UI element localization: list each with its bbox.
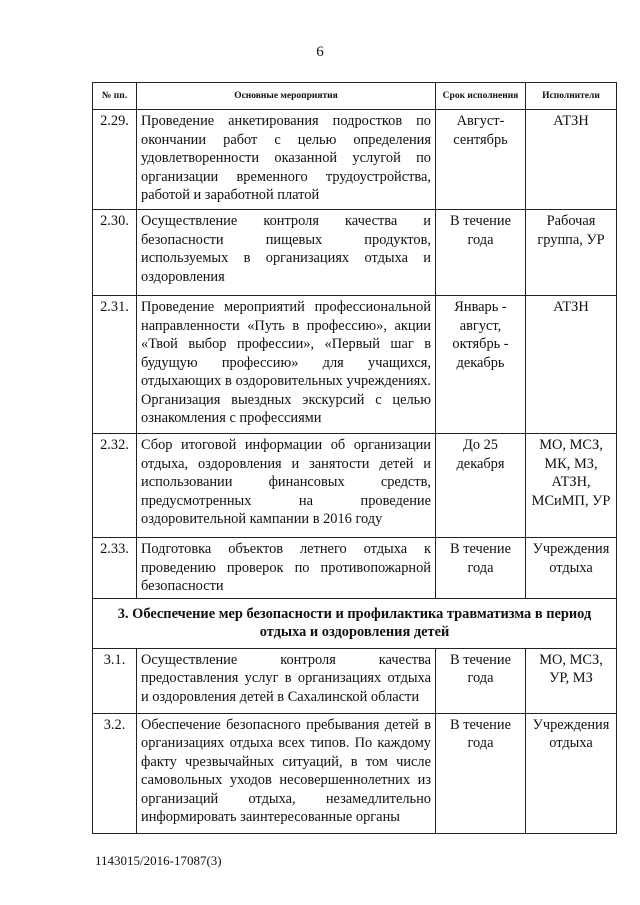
row-executors: АТЗН <box>526 110 617 210</box>
row-executors: Учреждения отдыха <box>526 538 617 599</box>
row-term: В течение года <box>436 538 526 599</box>
row-activity: Проведение анкетирования подростков по окончании работ с целью определения удовлетворенности оказанной услугой по организации временного трудоустройства, работой и заработной платой <box>137 110 436 210</box>
row-term: В течение года <box>436 713 526 833</box>
header-num: № пп. <box>93 83 137 110</box>
row-executors: МО, МСЗ, УР, МЗ <box>526 648 617 713</box>
table-row <box>93 713 617 833</box>
header-executors: Исполнители <box>526 83 617 110</box>
page-number: 6 <box>316 44 324 60</box>
table-row <box>93 296 617 434</box>
row-activity: Обеспечение безопасного пребывания детей в организациях отдыха всех типов. По каждому факту чрезвычайных ситуаций, в том числе самовольных уходов несовершеннолетних из организаций отдыха, незамедлительно информировать заинтересованные органы <box>137 713 436 833</box>
row-term: До 25 декабря <box>436 434 526 538</box>
row-activity: Осуществление контроля качества и безопасности пищевых продуктов, используемых в организациях отдыха и оздоровления <box>137 210 436 296</box>
table-row <box>93 110 617 210</box>
row-number: 3.2. <box>93 713 137 833</box>
activities-table <box>92 82 617 834</box>
header-term: Срок исполнения <box>436 83 526 110</box>
row-activity: Подготовка объектов летнего отдыха к проведению проверок по противопожарной безопасности <box>137 538 436 599</box>
section-title: 3. Обеспечение мер безопасности и профилактика травматизма в период отдыха и оздоровления детей <box>93 598 617 648</box>
row-activity: Проведение мероприятий профессиональной направленности «Путь в профессию», акции «Твой выбор профессии», «Первый шаг в будущую профессию» для учащихся, отдыхающих в оздоровительных учреждениях. Организация выездных экскурсий с целью ознакомления с профессиями <box>137 296 436 434</box>
row-number: 3.1. <box>93 648 137 713</box>
row-number: 2.29. <box>93 110 137 210</box>
row-number: 2.32. <box>93 434 137 538</box>
row-term: В течение года <box>436 648 526 713</box>
row-number: 2.31. <box>93 296 137 434</box>
row-executors: Рабочая группа, УР <box>526 210 617 296</box>
row-executors: АТЗН <box>526 296 617 434</box>
row-activity: Осуществление контроля качества предоставления услуг в организациях отдыха и оздоровления детей в Сахалинской области <box>137 648 436 713</box>
row-executors: МО, МСЗ, МК, МЗ, АТЗН, МСиМП, УР <box>526 434 617 538</box>
document-code: 1143015/2016-17087(3) <box>95 853 222 868</box>
row-term: В течение года <box>436 210 526 296</box>
table-row <box>93 434 617 538</box>
row-term: Январь - август, октябрь - декабрь <box>436 296 526 434</box>
row-executors: Учреждения отдыха <box>526 713 617 833</box>
table-row <box>93 538 617 599</box>
table-row <box>93 648 617 713</box>
row-activity: Сбор итоговой информации об организации отдыха, оздоровления и занятости детей и использовании финансовых средств, предусмотренных на проведение оздоровительной кампании в 2016 году <box>137 434 436 538</box>
row-number: 2.33. <box>93 538 137 599</box>
row-term: Август-сентябрь <box>436 110 526 210</box>
section-header-row <box>93 598 617 648</box>
header-activity: Основные мероприятия <box>137 83 436 110</box>
table-row <box>93 210 617 296</box>
table-header-row <box>93 83 617 110</box>
row-number: 2.30. <box>93 210 137 296</box>
